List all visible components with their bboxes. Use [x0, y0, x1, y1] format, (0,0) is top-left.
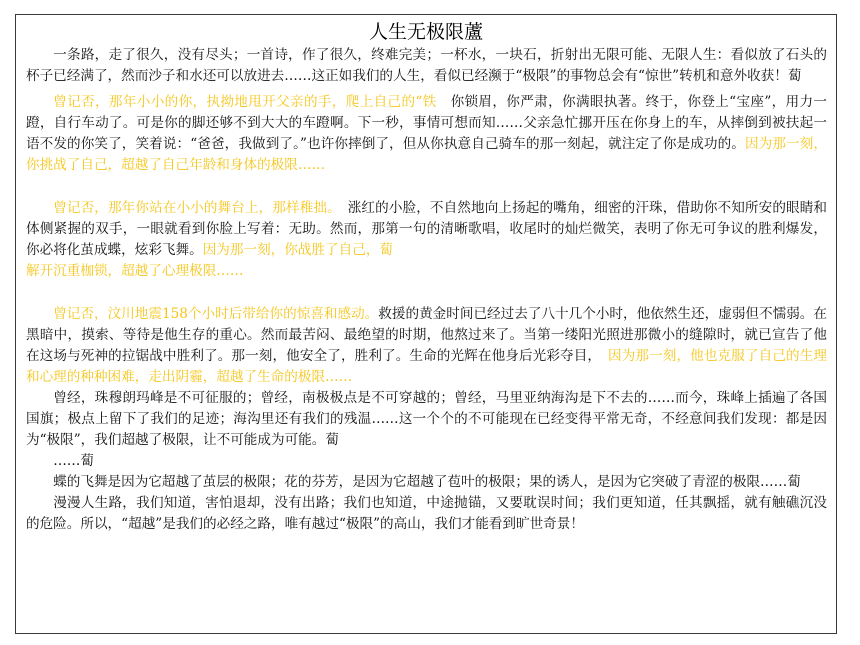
document-page — [15, 14, 837, 634]
paragraph-feats: 曾经，珠穆朗玛峰是不可征服的；曾经，南极极点是不可穿越的；曾经，马里亚纳海沟是下不去的……而今，珠峰上插遍了各国国旗；极点上留下了我们的足迹；海沟里还有我们的残温……这一个个的不可能现在已经变得平常无奇，不经意间我们发现：都是因为“极限”，我们超越了极限，让不可能成为可能。蔔 — [26, 390, 827, 448]
paragraph-bicycle — [26, 92, 827, 176]
paragraph-feats-end: ……蔔 — [53, 453, 94, 469]
bicycle-opening: 曾记否，那年小小的你，执拗地甩开父亲的手，爬上自己的“铁 — [53, 94, 437, 110]
paragraph-nature: 蝶的飞舞是因为它超越了茧层的极限；花的芬芳，是因为它超越了苞叶的极限；果的诱人，是因为它突破了青涩的极限……蔔 — [53, 474, 801, 490]
stage-conclusion: 因为那一刻，你战胜了自己，蔔 — [202, 242, 394, 258]
paragraph-intro: 一条路，走了很久，没有尽头；一首诗，作了很久，终难完美；一杯水，一块石，折射出无限可能、无限人生：看似放了石头的杯子已经满了，然而沙子和水还可以放进去……这正如我们的人生，看似已经濒于“极限”的事物总会有“惊世”转机和意外收获！蔔 — [26, 47, 827, 84]
stage-opening: 曾记否，那年你站在小小的舞台上，那样稚拙。 — [53, 200, 335, 216]
earthquake-body: 救援的黄金时间已经过去了八十几个小时，他依然生还，虚弱但不懦弱。在黑暗中，摸索、等待是他生存的重心。然而最苦闷、最绝望的时期，他熬过来了。当第一缕阳光照进那微小的缝隙时，就已宣告了他在这场与死神的拉锯战中胜利了。那一刻，他安全了，胜利了。生命的光辉在他身后光彩夺目， — [26, 306, 827, 364]
paragraph-conclusion: 漫漫人生路，我们知道，害怕退却，没有出路；我们也知道，中途抛锚，又要耽误时间；我们更知道，任其飘摇，就有触礁沉没的危险。所以，“超越”是我们的必经之路，唯有越过“极限”的高山，我们才能看到旷世奇景！ — [26, 495, 827, 532]
paragraph-stage — [26, 198, 827, 282]
bicycle-conclusion: 因为那一刻，你挑战了自己，超越了自己年龄和身体的极限…… — [26, 136, 827, 173]
bicycle-body: 你锁眉，你严肃，你满眼执著。终于，你登上“宝座”，用力一蹬，自行车动了。可是你的脚还够不到大大的车蹬啊。下一秒，事情可想而知……父亲急忙挪开压在你身上的车，从摔倒到被扶起一语不发的你笑了，笑着说：“爸爸，我做到了。”也许你摔倒了，但从你执意自己骑车的那一刻起，就注定了你是成功的。 — [26, 94, 828, 152]
earthquake-conclusion: 因为那一刻，他也克服了自己的生理和心理的种种困难，走出阴霾，超越了生命的极限…… — [26, 348, 828, 385]
essay-title: 人生无极限蘆 — [368, 21, 483, 43]
stage-body: 涨红的小脸，不自然地向上扬起的嘴角，细密的汗珠，借助你不知所安的眼睛和体侧紧握的双手，一眼就看到你脸上写着：无助。然而，那第一句的清晰歌唱，收尾时的灿烂微笑，表明了你无可争议的胜利爆发，你必将化茧成蝶，炫彩飞舞。 — [26, 200, 828, 258]
paragraph-earthquake — [26, 304, 827, 388]
stage-conclusion-cont: 解开沉重枷锁，超越了心理极限…… — [26, 263, 244, 279]
earthquake-opening: 曾记否，汶川地震158个小时后带给你的惊喜和感动。 — [53, 306, 379, 322]
